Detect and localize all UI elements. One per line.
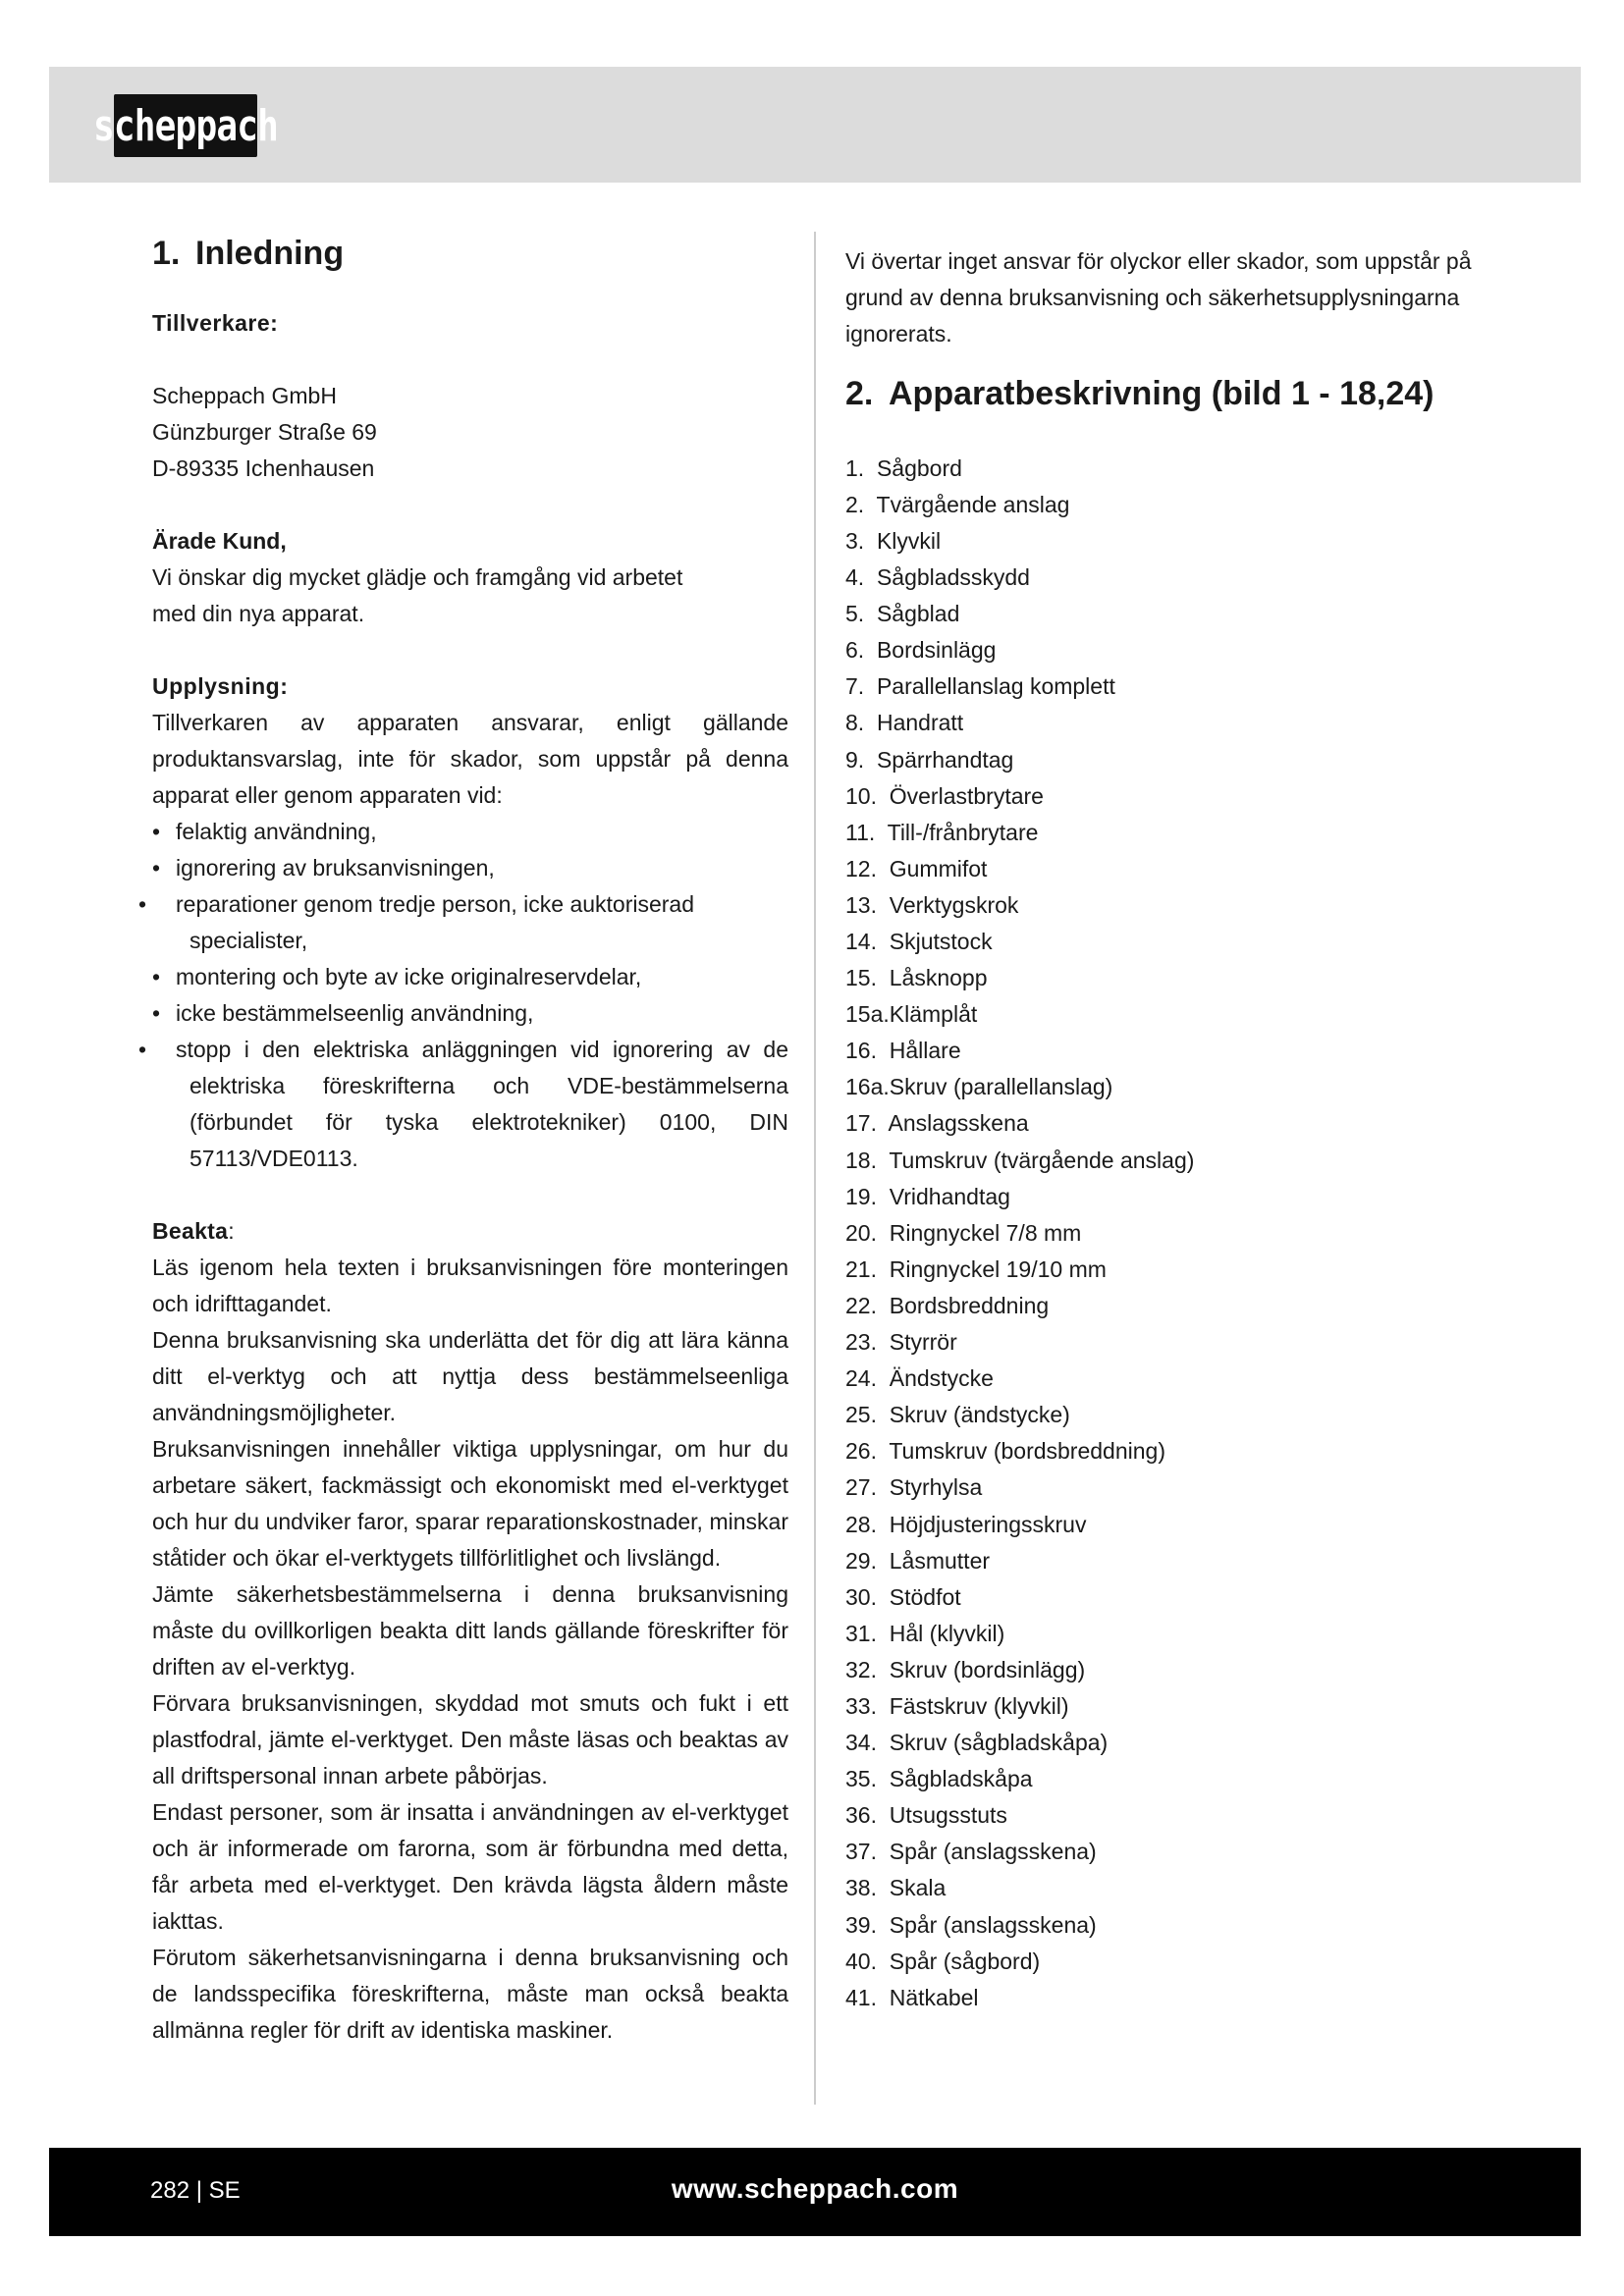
observe-paragraph: Bruksanvisningen innehåller viktiga upplysningar, om hur du arbetare säkert, fackmässigt och ekonomiskt med el-verktyget och hur du undviker faror, sparar reparationskostnader, minskar ståtider och ökar el-verktygets tillförlitlighet och livslängd. bbox=[152, 1435, 788, 1571]
part-list-item: 9. Spärrhandtag bbox=[845, 746, 1014, 773]
part-list-item: 11. Till-/frånbrytare bbox=[845, 819, 1039, 845]
part-list-item: 7. Parallellanslag komplett bbox=[845, 673, 1115, 700]
part-list-item: 34. Skruv (sågbladskåpa) bbox=[845, 1730, 1109, 1756]
part-list-item: 26. Tumskruv (bordsbreddning) bbox=[845, 1438, 1165, 1465]
header-band bbox=[49, 67, 1581, 183]
list-item: • icke bestämmelseenlig användning, bbox=[152, 995, 788, 1032]
part-list-item: 24. Ändstycke bbox=[845, 1365, 994, 1392]
observe-title: Beakta bbox=[152, 1217, 229, 1244]
part-list-item: 17. Anslagsskena bbox=[845, 1110, 1029, 1137]
part-list-item: 6. Bordsinlägg bbox=[845, 637, 997, 664]
part-list-item: 16a.Skruv (parallellanslag) bbox=[845, 1074, 1113, 1100]
part-list-item: 35. Sågbladskåpa bbox=[845, 1766, 1033, 1792]
part-list-item: 32. Skruv (bordsinlägg) bbox=[845, 1656, 1086, 1682]
scheppach-logo: scheppach bbox=[114, 94, 257, 157]
right-column bbox=[845, 243, 1493, 2016]
observe-paragraph: Denna bruksanvisning ska underlätta det för dig att lära känna ditt el-verktyg och att nyttja dess bestämmelseenliga användningsmöjligheter. bbox=[152, 1326, 788, 1425]
observe-paragraph: Jämte säkerhetsbestämmelserna i denna bruksanvisning måste du ovillkorligen beakta ditt lands gällande föreskrifter för driften av el-verktyg. bbox=[152, 1580, 788, 1680]
part-list-item: 33. Fästskruv (klyvkil) bbox=[845, 1692, 1069, 1719]
notice-title: Upplysning: bbox=[152, 672, 289, 699]
observe-paragraph: Endast personer, som är insatta i användningen av el-verktyget och är informerade om farorna, som är förbundna med detta, får arbeta med el-verktyget. Den krävda lägsta åldern måste iakttas. bbox=[152, 1798, 788, 1934]
part-list-item: 19. Vridhandtag bbox=[845, 1183, 1010, 1209]
list-item: • montering och byte av icke originalreservdelar, bbox=[152, 959, 788, 995]
list-item: • reparationer genom tredje person, icke auktoriserad specialister, bbox=[152, 886, 788, 959]
part-list-item: 4. Sågbladsskydd bbox=[845, 564, 1030, 591]
observe-paragraph: Förutom säkerhetsanvisningarna i denna bruksanvisning och de landsspecifika föreskrifterna, måste man också beakta allmänna regler för drift av identiska maskiner. bbox=[152, 1944, 788, 2043]
part-list-item: 12. Gummifot bbox=[845, 855, 988, 881]
section-title: Apparatbeskrivning (bild 1 - 18,24) bbox=[889, 375, 1435, 412]
part-list-item: 2. Tvärgående anslag bbox=[845, 491, 1070, 517]
part-list-item: 13. Verktygskrok bbox=[845, 891, 1019, 918]
notice-text: Tillverkaren av apparaten ansvarar, enligt gällande produktansvarslag, inte för skador, som uppstår på denna apparat eller genom apparaten vid: bbox=[152, 709, 788, 808]
part-list-item: 15. Låsknopp bbox=[845, 965, 988, 991]
list-item: • stopp i den elektriska anläggningen vid ignorering av de elektriska föreskrifterna och VDE-bestämmelserna (förbundet för tyska elektrotekniker) 0100, DIN 57113/VDE0113. bbox=[152, 1032, 788, 1177]
website-link[interactable]: www.scheppach.com bbox=[671, 2173, 959, 2204]
observe-paragraph: Förvara bruksanvisningen, skyddad mot smuts och fukt i ett plastfodral, jämte el-verktyget. Den måste läsas och beaktas av all driftspersonal innan arbete påbörjas. bbox=[152, 1689, 788, 1789]
liability-exclusion-list bbox=[152, 814, 788, 1177]
part-list-item: 40. Spår (sågbord) bbox=[845, 1948, 1041, 1974]
part-list-item: 21. Ringnyckel 19/10 mm bbox=[845, 1255, 1107, 1282]
page-number: 282 | SE bbox=[150, 2177, 241, 2204]
liability-disclaimer: Vi övertar inget ansvar för olyckor eller skador, som uppstår på grund av denna bruksanvisning och säkerhetsupplysningarna ignorerats. bbox=[845, 248, 1472, 347]
part-list-item: 39. Spår (anslagsskena) bbox=[845, 1911, 1097, 1938]
part-list-item: 14. Skjutstock bbox=[845, 929, 993, 955]
part-list-item: 8. Handratt bbox=[845, 710, 964, 736]
greeting-title: Ärade Kund, bbox=[152, 527, 287, 554]
part-list-item: 10. Överlastbrytare bbox=[845, 782, 1044, 809]
part-list-item: 27. Styrhylsa bbox=[845, 1474, 983, 1501]
part-list-item: 5. Sågblad bbox=[845, 601, 960, 627]
part-list-item: 22. Bordsbreddning bbox=[845, 1292, 1050, 1318]
part-list-item: 28. Höjdjusteringsskruv bbox=[845, 1511, 1087, 1537]
section-heading-device-description bbox=[845, 374, 1493, 414]
section-number: 2. bbox=[845, 375, 874, 412]
part-list-item: 41. Nätkabel bbox=[845, 1984, 979, 2010]
section-heading-introduction bbox=[152, 234, 788, 274]
list-item: • ignorering av bruksanvisningen, bbox=[152, 850, 788, 886]
section-number: 1. bbox=[152, 235, 181, 272]
address-line-city: D-89335 Ichenhausen bbox=[152, 454, 375, 481]
part-list-item: 25. Skruv (ändstycke) bbox=[845, 1402, 1070, 1428]
left-column bbox=[152, 234, 788, 2049]
address-line-company: Scheppach GmbH bbox=[152, 382, 337, 408]
part-list-item: 31. Hål (klyvkil) bbox=[845, 1620, 1005, 1646]
part-list-item: 23. Styrrör bbox=[845, 1329, 957, 1356]
part-list-item: 37. Spår (anslagsskena) bbox=[845, 1839, 1097, 1865]
part-list-item: 3. Klyvkil bbox=[845, 527, 942, 554]
footer bbox=[49, 2148, 1581, 2236]
parts-list bbox=[845, 451, 1493, 2016]
part-list-item: 15a.Klämplåt bbox=[845, 1001, 978, 1028]
list-item: • felaktig användning, bbox=[152, 814, 788, 850]
part-list-item: 36. Utsugsstuts bbox=[845, 1802, 1007, 1829]
column-divider bbox=[814, 232, 816, 2105]
part-list-item: 18. Tumskruv (tvärgående anslag) bbox=[845, 1147, 1195, 1173]
observe-heading bbox=[152, 1213, 788, 1250]
part-list-item: 1. Sågbord bbox=[845, 454, 962, 481]
greeting-line: med din nya apparat. bbox=[152, 600, 365, 626]
manufacturer-label: Tillverkare: bbox=[152, 309, 279, 336]
greeting-line: Vi önskar dig mycket glädje och framgång vid arbetet bbox=[152, 563, 683, 590]
address-line-street: Günzburger Straße 69 bbox=[152, 418, 377, 445]
part-list-item: 16. Hållare bbox=[845, 1038, 961, 1064]
part-list-item: 38. Skala bbox=[845, 1875, 947, 1901]
part-list-item: 29. Låsmutter bbox=[845, 1547, 991, 1574]
part-list-item: 20. Ringnyckel 7/8 mm bbox=[845, 1219, 1082, 1246]
section-title: Inledning bbox=[195, 235, 345, 272]
observe-colon: : bbox=[228, 1217, 235, 1244]
part-list-item: 30. Stödfot bbox=[845, 1583, 961, 1610]
observe-paragraph: Läs igenom hela texten i bruksanvisningen före monteringen och idrifttagandet. bbox=[152, 1254, 788, 1316]
